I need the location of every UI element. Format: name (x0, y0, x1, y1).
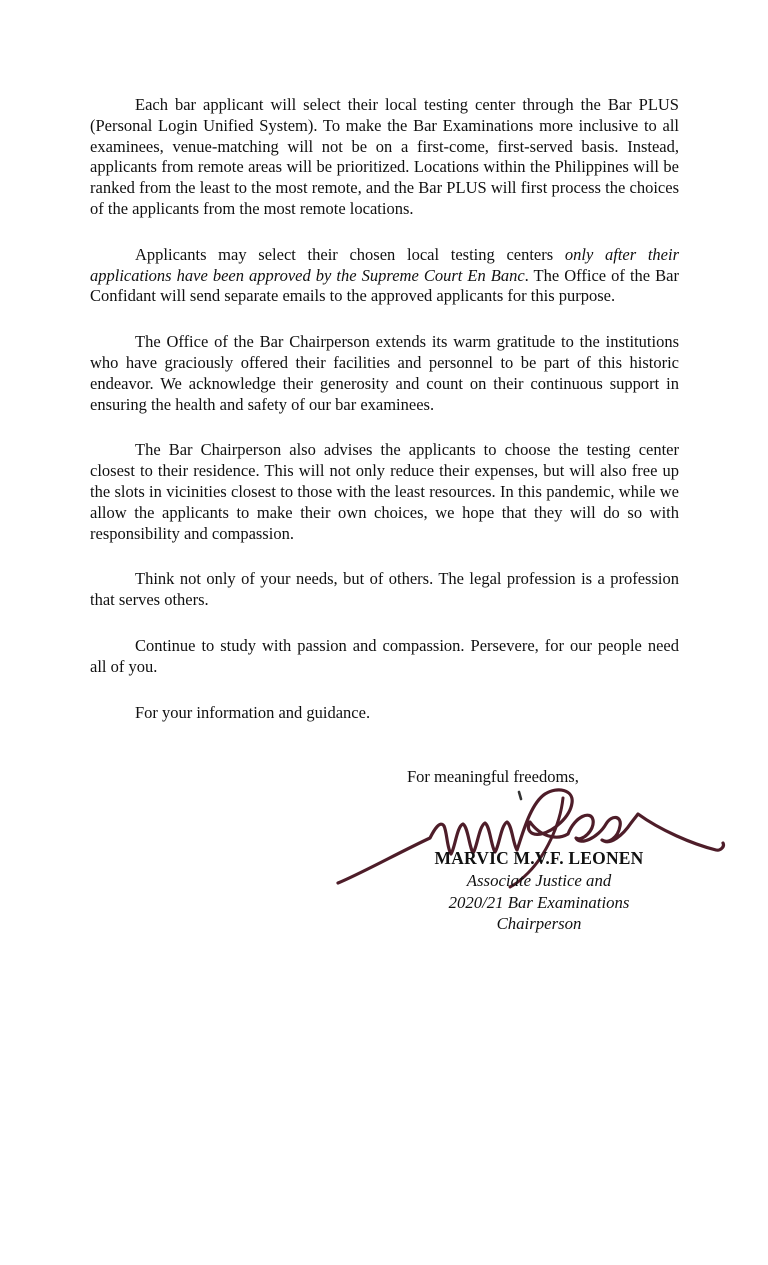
signatory-block (356, 847, 722, 935)
text-run: For your information and guidance. (135, 702, 371, 722)
text-run: Continue to study with passion and compassion. Persevere, for our people need all of you. (90, 635, 679, 676)
paragraph (90, 245, 679, 307)
paragraph (90, 636, 679, 678)
apostrophe-mark (519, 792, 521, 799)
paragraph (90, 569, 679, 611)
text-run: The Office of the Bar Chairperson extends its warm gratitude to the institutions who have graciously offered their facilities and personnel to be part of this historic endeavor. We acknowledge their generosity and count on their continuous support in ensuring the health and safety of our bar examinees. (90, 332, 679, 414)
text-run: The Bar Chairperson also advises the applicants to choose the testing center closest to their residence. This will not only reduce their expenses, but will also free up the slots in vicinities closest to those with the least resources. In this pandemic, while we allow the applicants to make their own choices, we hope that they will do so with responsibility and compassion. (90, 440, 679, 543)
signatory-title-line-2: 2020/21 Bar Examinations (448, 892, 630, 912)
signatory-title-line-1: Associate Justice and (466, 871, 612, 890)
paragraph (90, 95, 679, 220)
paragraph (90, 703, 679, 724)
text-run: Each bar applicant will select their local testing center through the Bar PLUS (Personal Login Unified System). To make the Bar Examinations more inclusive to all examinees, venue-matching will not be on a first-come, first-served basis. Instead, applicants from remote areas will be prioritized. Locations within the Philippines will be ranked from the least to the most remote, and the Bar PLUS will first process the choices of the applicants from the most remote locations. (90, 95, 679, 218)
text-run: . The Office of the Bar Confidant will send separate emails to the approved applicants for this purpose. (90, 265, 679, 306)
letter-body (90, 95, 679, 748)
text-run: Think not only of your needs, but of others. The legal profession is a profession that serves others. (90, 569, 679, 610)
paragraph (90, 332, 679, 415)
signatory-name: MARVIC M.V.F. LEONEN (434, 848, 644, 868)
paragraph (90, 440, 679, 544)
closing-salutation: For meaningful freedoms, (407, 767, 579, 786)
text-run: Applicants may select their chosen local testing centers (135, 244, 565, 264)
signatory-title-line-3: Chairperson (496, 914, 582, 933)
italic-text-run: only after their applications have been approved by the Supreme Court En Banc (90, 244, 680, 285)
